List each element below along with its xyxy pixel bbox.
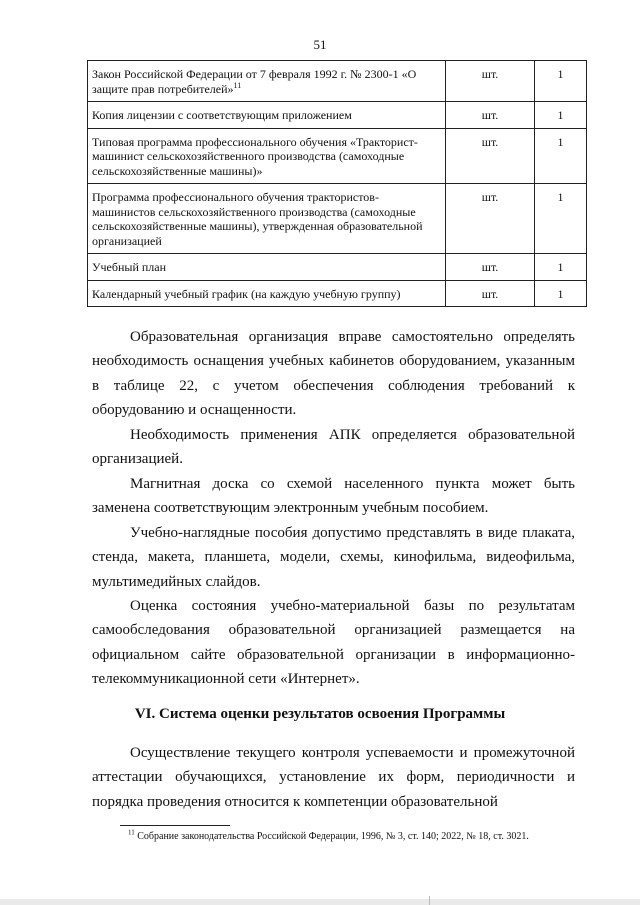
paragraph-text: Необходимость применения АПК определяется образовательной организацией.: [92, 427, 575, 468]
paragraph-text: Учебно-наглядные пособия допустимо представлять в виде плаката, стенда, макета, планшета, модели, схемы, кинофильма, видеофильма, мультимедийных слайдов.: [92, 525, 575, 590]
table-cell-name: Календарный учебный график (на каждую учебную группу): [88, 280, 446, 307]
table-cell-unit: шт.: [446, 128, 535, 184]
paragraph: [92, 594, 575, 692]
table-cell-qty: 1: [535, 254, 587, 281]
table-cell-unit: шт.: [446, 254, 535, 281]
table-cell-qty: 1: [535, 102, 587, 129]
table-cell-qty: 1: [535, 280, 587, 307]
table-cell-name: Учебный план: [88, 254, 446, 281]
paragraph: [92, 741, 575, 814]
table-cell-name: Копия лицензии с соответствующим приложением: [88, 102, 446, 129]
table-cell-unit: шт.: [446, 102, 535, 129]
paragraph: [92, 472, 575, 521]
table-row: [88, 61, 587, 102]
table-cell-name: Типовая программа профессионального обучения «Тракторист-машинист сельскохозяйственного производства (самоходные сельскохозяйственные машины)»: [88, 128, 446, 184]
table-cell-qty: 1: [535, 128, 587, 184]
table-cell-unit: шт.: [446, 280, 535, 307]
footnote-divider: [120, 825, 230, 826]
table-cell-unit: шт.: [446, 61, 535, 102]
scan-edge: [0, 899, 640, 905]
table-cell-qty: 1: [535, 61, 587, 102]
footnote: [128, 828, 588, 843]
table-cell-unit: шт.: [446, 184, 535, 254]
paragraph-text: Образовательная организация вправе самостоятельно определять необходимость оснащения учебных кабинетов оборудованием, указанным в таблице 22, с учетом обеспечения соблюдения требований к оборудованию и оснащенности.: [92, 329, 575, 419]
table-row: [88, 254, 587, 281]
footnote-text: Собрание законодательства Российской Федерации, 1996, № 3, ст. 140; 2022, № 18, ст. 3021.: [137, 831, 529, 842]
page-number: 51: [313, 37, 327, 52]
table-cell-name: Программа профессионального обучения трактористов-машинистов сельскохозяйственного производства (самоходные сельскохозяйственные машины), утвержденная образовательной организацией: [88, 184, 446, 254]
paragraph: [92, 325, 575, 423]
equipment-table: [87, 60, 587, 307]
row-name: Закон Российской Федерации от 7 февраля 1992 г. № 2300-1 «О защите прав потребителей»: [92, 67, 417, 96]
table-row: [88, 184, 587, 254]
footnote-number: 11: [128, 828, 135, 837]
paragraph-text: Оценка состояния учебно-материальной базы по результатам самообследования образовательной организацией размещается на официальном сайте образовательной организации в информационно-телекоммуникационной сети «Интернет».: [92, 598, 575, 688]
table-cell-qty: 1: [535, 184, 587, 254]
table-cell-name: [88, 61, 446, 102]
paragraph-text: Магнитная доска со схемой населенного пункта может быть заменена соответствующим электронным учебным пособием.: [92, 476, 575, 517]
section-heading: VI. Система оценки результатов освоения Программы: [134, 706, 506, 722]
footnote-ref: 11: [233, 80, 242, 90]
paragraph-text: Осуществление текущего контроля успеваемости и промежуточной аттестации обучающихся, установление их форм, периодичности и порядка проведения относится к компетенции образовательной: [92, 745, 575, 810]
paragraph: [92, 423, 575, 472]
scan-mark: [429, 896, 430, 905]
paragraph: [92, 521, 575, 594]
table-row: [88, 280, 587, 307]
table-row: [88, 128, 587, 184]
table-row: [88, 102, 587, 129]
